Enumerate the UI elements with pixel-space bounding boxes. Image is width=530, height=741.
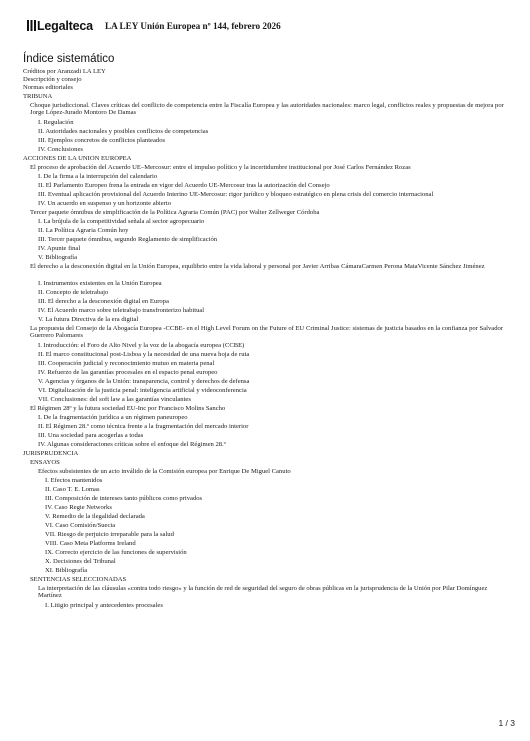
- toc-entry[interactable]: IV. El Acuerdo marco sobre teletrabajo transfronterizo habitual: [38, 307, 205, 314]
- index-title: Índice sistemático: [23, 53, 115, 65]
- toc-entry[interactable]: II. El Régimen 28.º como técnica frente a la fragmentación del mercado interior: [38, 423, 249, 430]
- toc-entry[interactable]: V. Bibliografía: [38, 254, 78, 261]
- publication-title: LA LEY Unión Europea nº 144, febrero 2026: [105, 21, 281, 31]
- toc-entry[interactable]: II. El Parlamento Europeo frena la entrada en vigor del Acuerdo UE-Mercosur tras la autorización del Consejo: [38, 182, 330, 189]
- toc-entry[interactable]: V. Agencias y órganos de la Unión: transparencia, control y derechos de defensa: [38, 378, 250, 385]
- toc-entry[interactable]: VIII. Caso Meta Platforms Ireland: [45, 540, 136, 547]
- toc-entry[interactable]: II. La Política Agraria Común hoy: [38, 227, 129, 234]
- toc-entry[interactable]: IV. Caso Regie Networks: [45, 504, 112, 511]
- toc-entry[interactable]: ACCIONES DE LA UNION EUROPEA: [23, 155, 132, 162]
- toc-entry[interactable]: III. El derecho a la desconexión digital en Europa: [38, 298, 169, 305]
- legalteca-logo: [27, 19, 93, 33]
- page-header: [27, 19, 507, 35]
- toc-entry[interactable]: IV. Algunas consideraciones críticas sobre el enfoque del Régimen 28.º: [38, 441, 226, 448]
- toc-entry[interactable]: ENSAYOS: [30, 459, 60, 466]
- toc-entry[interactable]: El derecho a la desconexión digital en la Unión Europea, equilibrio entre la vida laboral y personal por Javier Arribas CámaraCarmen Perona MataVicente Sánchez Jiménez: [30, 263, 485, 270]
- toc-entry[interactable]: Créditos por Aranzadi LA LEY: [23, 68, 106, 75]
- toc-entry[interactable]: X. Decisiones del Tribunal: [45, 558, 116, 565]
- toc-entry[interactable]: II. Autoridades nacionales y posibles conflictos de competencias: [38, 128, 209, 135]
- toc-entry[interactable]: III. Tercer paquete ómnibus, segundo Reglamento de simplificación: [38, 236, 218, 243]
- toc-entry[interactable]: I. Regulación: [38, 119, 74, 126]
- toc-entry[interactable]: Tercer paquete ómnibus de simplificación de la Política Agraria Común (PAC) por Walter Zellweger Córdoba: [30, 209, 320, 216]
- toc-entry[interactable]: El Régimen 28º y la futura sociedad EU-Inc por Francisco Molins Sancho: [30, 405, 226, 412]
- toc-entry[interactable]: I. De la fragmentación jurídica a un régimen paneuropeo: [38, 414, 188, 421]
- toc-entry[interactable]: I. Instrumentos existentes en la Unión Europea: [38, 280, 162, 287]
- toc-entry[interactable]: Normas editoriales: [23, 84, 73, 91]
- toc-entry[interactable]: V. Remedio de la ilegalidad declarada: [45, 513, 145, 520]
- toc-entry[interactable]: IV. Apunte final: [38, 245, 81, 252]
- toc-entry[interactable]: II. Concepto de teletrabajo: [38, 289, 109, 296]
- toc-entry[interactable]: III. Composición de intereses tanto públicos como privados: [45, 495, 203, 502]
- toc-entry[interactable]: III. Una sociedad para acogerlas a todas: [38, 432, 144, 439]
- toc-entry[interactable]: VI. Digitalización de la justicia penal: inteligencia artificial y videoconferencia: [38, 387, 247, 394]
- toc-entry[interactable]: El proceso de aprobación del Acuerdo UE–Mercosur: entre el impulso político y la incertidumbre institucional por José Carlos Fernández Rozas: [30, 164, 411, 171]
- toc-entry[interactable]: III. Ejemplos concretos de conflictos planteados: [38, 137, 166, 144]
- toc-entry[interactable]: Efectos subsistentes de un acto inválido de la Comisión europea por Enrique De Miguel Canuto: [38, 468, 291, 475]
- toc-entry[interactable]: I. Introducción: el Foro de Alto Nivel y la voz de la abogacía europea (CCBE): [38, 342, 245, 349]
- toc-entry[interactable]: La interpretación de las cláusulas «contra todo riesgo» y la función de red de seguridad del seguro de obras públicas en la jurisprudencia de la Unión por Pilar Domínguez Martínez: [38, 585, 488, 600]
- toc-entry[interactable]: Descripción y consejo: [23, 76, 82, 83]
- toc-entry[interactable]: I. De la firma a la interrupción del calendario: [38, 173, 158, 180]
- logo-text: Legalteca: [37, 19, 93, 33]
- toc-entry[interactable]: IV. Un acuerdo en suspenso y un horizonte abierto: [38, 200, 172, 207]
- toc-entry[interactable]: TRIBUNA: [23, 93, 53, 100]
- toc-entry[interactable]: III. Cooperación judicial y reconocimiento mutuo en materia penal: [38, 360, 215, 367]
- toc-entry[interactable]: IV. Conclusiones: [38, 146, 83, 153]
- toc-entry[interactable]: XI. Bibliografía: [45, 567, 88, 574]
- toc-entry[interactable]: I. La brújula de la competitividad señala al sector agropecuario: [38, 218, 205, 225]
- toc-entry[interactable]: I. Litigio principal y antecedentes procesales: [45, 602, 163, 609]
- toc-entry[interactable]: VII. Conclusiones: del soft law a las garantías vinculantes: [38, 396, 191, 403]
- toc-entry[interactable]: I. Efectos mantenidos: [45, 477, 103, 484]
- toc-entry[interactable]: IX. Correcto ejercicio de las funciones de supervisión: [45, 549, 187, 556]
- toc-entry[interactable]: V. La futura Directiva de la era digital: [38, 316, 139, 323]
- logo-bars-icon: [27, 20, 36, 31]
- toc-entry[interactable]: SENTENCIAS SELECCIONADAS: [30, 576, 127, 583]
- toc-entry[interactable]: II. Caso T. E. Lomas: [45, 486, 100, 493]
- toc-entry[interactable]: VII. Riesgo de perjuicio irreparable para la salud: [45, 531, 174, 538]
- toc-entry[interactable]: JURISPRUDENCIA: [23, 450, 79, 457]
- toc-entry[interactable]: IV. Refuerzo de las garantías procesales en el espacio penal europeo: [38, 369, 218, 376]
- toc-entry[interactable]: III. Eventual aplicación provisional del Acuerdo Interino UE-Mercosur: rigor jurídico y bloqueo estratégico en plena crisis del comercio internacional: [38, 191, 434, 198]
- toc-entry[interactable]: VI. Caso Comisión/Suecia: [45, 522, 116, 529]
- toc-entry[interactable]: La propuesta del Consejo de la Abogacía Europea -CCBE- en el High Level Forum on the Future of EU Criminal Justice: sistemas de justicia basados en la confianza por Salvador Guerrero Palomares: [30, 325, 503, 340]
- toc-entry[interactable]: II. El marco constitucional post-Lisboa y la necesidad de una nueva hoja de ruta: [38, 351, 250, 358]
- page-number: 1 / 3: [498, 718, 515, 728]
- toc-entry[interactable]: Choque jurisdiccional. Claves críticas del conflicto de competencia entre la Fiscalía Europea y las autoridades nacionales: marco legal, conflictos reales y propuestas de mejora por Jorge López-Jurado Montoro De Damas: [30, 102, 504, 117]
